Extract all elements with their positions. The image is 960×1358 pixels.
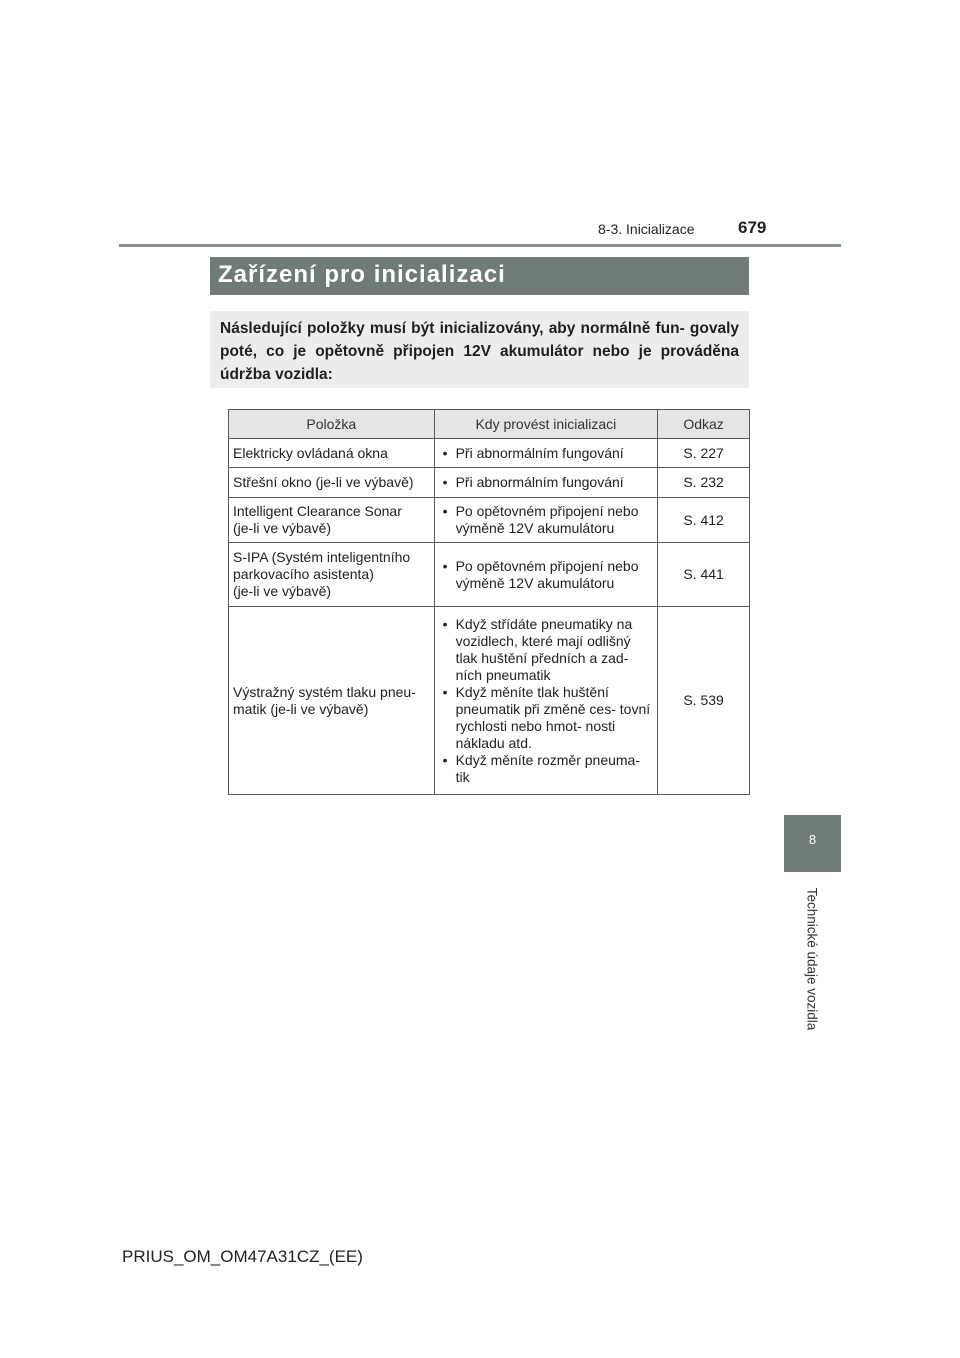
bullet-item: • Když měníte rozměr pneuma- tik <box>439 752 654 786</box>
item-cell <box>229 468 435 498</box>
table-row <box>229 468 750 498</box>
when-cell <box>434 607 658 795</box>
item-line: Výstražný systém tlaku pneu- <box>233 683 416 700</box>
reference-cell: S. 412 <box>658 498 750 543</box>
item-cell <box>229 439 435 468</box>
column-header-reference: Odkaz <box>658 410 750 439</box>
bullet-item: • Když měníte tlak huštění pneumatik při změně ces- tovní rychlosti nebo hmot- nosti nákladu atd. <box>439 684 654 752</box>
when-cell <box>434 468 658 498</box>
header-divider <box>119 244 841 247</box>
bullet-item: • Po opětovném připojení nebo výměně 12V akumulátoru <box>439 503 654 537</box>
intro-box <box>210 311 749 388</box>
item-line: S-IPA (Systém inteligentního <box>233 549 411 565</box>
table-row <box>229 607 750 795</box>
page-title: Zařízení pro inicializaci <box>218 261 506 288</box>
when-cell <box>434 543 658 607</box>
reference-cell: S. 539 <box>658 607 750 795</box>
item-line: Intelligent Clearance Sonar <box>233 503 402 519</box>
intro-text: Následující položky musí být inicializovány, aby normálně fun- govaly poté, co je opětovně připojen 12V akumulátor nebo je prováděna údržba vozidla: <box>220 320 739 383</box>
chapter-tab <box>784 815 841 872</box>
chapter-number: 8 <box>808 832 817 847</box>
bullet-item: • Při abnormálním fungování <box>439 445 654 462</box>
initialization-table <box>228 409 750 795</box>
item-line: matik (je-li ve výbavě) <box>233 700 369 717</box>
bullet-item: • Při abnormálním fungování <box>439 474 654 491</box>
when-cell <box>434 498 658 543</box>
item-line: parkovacího asistenta) <box>233 566 374 582</box>
item-line: (je-li ve výbavě) <box>233 520 332 536</box>
reference-cell: S. 441 <box>658 543 750 607</box>
item-cell <box>229 543 435 607</box>
section-title: 8-3. Inicializace <box>598 221 695 237</box>
item-line: Elektricky ovládaná okna <box>233 444 388 461</box>
reference-cell: S. 232 <box>658 468 750 498</box>
column-header-when: Kdy provést inicializaci <box>434 410 658 439</box>
document-code: PRIUS_OM_OM47A31CZ_(EE) <box>122 1247 363 1266</box>
column-header-item: Položka <box>229 410 435 439</box>
page-number: 679 <box>738 218 767 237</box>
bullet-item: • Když střídáte pneumatiky na vozidlech, které mají odlišný tlak huštění předních a zad- ních pneumatik <box>439 616 654 684</box>
table-row <box>229 543 750 607</box>
bullet-item: • Po opětovném připojení nebo výměně 12V akumulátoru <box>439 558 654 592</box>
item-cell <box>229 607 435 795</box>
when-cell <box>434 439 658 468</box>
title-banner <box>210 257 749 295</box>
reference-cell: S. 227 <box>658 439 750 468</box>
item-cell <box>229 498 435 543</box>
chapter-label: Technické údaje vozidla <box>804 887 820 1031</box>
table-row <box>229 439 750 468</box>
table-row <box>229 498 750 543</box>
item-line: (je-li ve výbavě) <box>233 583 332 599</box>
item-line: Střešní okno (je-li ve výbavě) <box>233 474 414 490</box>
table-header-row <box>229 410 750 439</box>
